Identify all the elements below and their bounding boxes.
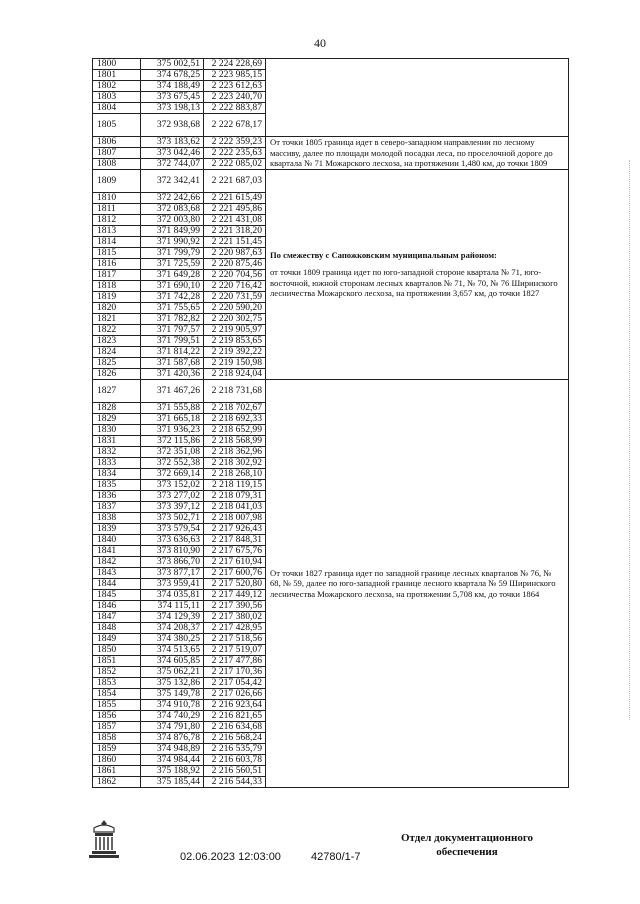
x-coordinate: 371 690,10	[141, 281, 204, 292]
point-number: 1826	[93, 369, 141, 380]
y-coordinate: 2 224 228,69	[204, 59, 266, 70]
y-coordinate: 2 219 853,65	[204, 336, 266, 347]
point-number: 1851	[93, 656, 141, 667]
x-coordinate: 371 742,28	[141, 292, 204, 303]
y-coordinate: 2 222 235,63	[204, 148, 266, 159]
point-number: 1862	[93, 777, 141, 788]
point-number: 1859	[93, 744, 141, 755]
description-text: от точки 1809 граница идет по юго-западной стороне квартала № 71, юго-восточной, южной сторонам лесных кварталов № 71, № 70, № 76 Ширинского лесничества Можарского лесхоза, на протяжении 3,657 км, до точки 1827	[270, 266, 558, 299]
footer-department-line1: Отдел документационного	[400, 832, 534, 844]
point-number: 1813	[93, 226, 141, 237]
x-coordinate: 371 755,65	[141, 303, 204, 314]
point-number: 1815	[93, 248, 141, 259]
y-coordinate: 2 216 560,51	[204, 766, 266, 777]
y-coordinate: 2 218 731,68	[204, 380, 266, 403]
x-coordinate: 374 948,89	[141, 744, 204, 755]
point-number: 1857	[93, 722, 141, 733]
point-number: 1801	[93, 70, 141, 81]
y-coordinate: 2 218 568,99	[204, 436, 266, 447]
x-coordinate: 371 665,18	[141, 414, 204, 425]
point-number: 1830	[93, 425, 141, 436]
x-coordinate: 375 132,86	[141, 678, 204, 689]
x-coordinate: 372 552,38	[141, 458, 204, 469]
point-number: 1850	[93, 645, 141, 656]
point-number: 1824	[93, 347, 141, 358]
x-coordinate: 371 797,57	[141, 325, 204, 336]
y-coordinate: 2 218 302,92	[204, 458, 266, 469]
point-number: 1834	[93, 469, 141, 480]
x-coordinate: 371 782,82	[141, 314, 204, 325]
x-coordinate: 372 351,08	[141, 447, 204, 458]
y-coordinate: 2 221 318,20	[204, 226, 266, 237]
y-coordinate: 2 223 612,63	[204, 81, 266, 92]
y-coordinate: 2 218 362,96	[204, 447, 266, 458]
x-coordinate: 374 678,25	[141, 70, 204, 81]
description-text: От точки 1827 граница идет по западной границе лесных кварталов № 76, № 68, № 59, далее по юго-западной границе лесного квартала № 59 Ширинского лесничества Можарского лесхоза, на протяжении 5,708 км, до точки 1864	[270, 567, 556, 599]
footer-datetime: 02.06.2023 12:03:00	[180, 851, 281, 863]
y-coordinate: 2 216 544,33	[204, 777, 266, 788]
point-number: 1829	[93, 414, 141, 425]
point-number: 1836	[93, 491, 141, 502]
x-coordinate: 373 959,41	[141, 579, 204, 590]
y-coordinate: 2 217 449,12	[204, 590, 266, 601]
point-number: 1818	[93, 281, 141, 292]
x-coordinate: 374 791,80	[141, 722, 204, 733]
x-coordinate: 374 513,65	[141, 645, 204, 656]
y-coordinate: 2 217 026,66	[204, 689, 266, 700]
point-number: 1858	[93, 733, 141, 744]
x-coordinate: 371 990,92	[141, 237, 204, 248]
x-coordinate: 372 342,41	[141, 170, 204, 193]
margin-mark	[629, 160, 634, 720]
point-number: 1861	[93, 766, 141, 777]
point-number: 1860	[93, 755, 141, 766]
y-coordinate: 2 220 875,46	[204, 259, 266, 270]
x-coordinate: 375 062,21	[141, 667, 204, 678]
point-number: 1855	[93, 700, 141, 711]
y-coordinate: 2 222 883,87	[204, 103, 266, 114]
point-number: 1854	[93, 689, 141, 700]
x-coordinate: 372 115,86	[141, 436, 204, 447]
x-coordinate: 374 115,11	[141, 601, 204, 612]
point-number: 1833	[93, 458, 141, 469]
x-coordinate: 372 083,68	[141, 204, 204, 215]
y-coordinate: 2 217 054,42	[204, 678, 266, 689]
y-coordinate: 2 222 359,23	[204, 137, 266, 148]
x-coordinate: 371 799,51	[141, 336, 204, 347]
point-number: 1814	[93, 237, 141, 248]
x-coordinate: 375 149,78	[141, 689, 204, 700]
x-coordinate: 373 277,02	[141, 491, 204, 502]
y-coordinate: 2 222 085,02	[204, 159, 266, 170]
y-coordinate: 2 219 392,22	[204, 347, 266, 358]
point-number: 1809	[93, 170, 141, 193]
point-number: 1823	[93, 336, 141, 347]
y-coordinate: 2 218 079,31	[204, 491, 266, 502]
boundary-description	[266, 380, 569, 788]
point-number: 1841	[93, 546, 141, 557]
y-coordinate: 2 218 007,98	[204, 513, 266, 524]
point-number: 1817	[93, 270, 141, 281]
x-coordinate: 371 814,22	[141, 347, 204, 358]
y-coordinate: 2 221 431,08	[204, 215, 266, 226]
y-coordinate: 2 216 603,78	[204, 755, 266, 766]
y-coordinate: 2 223 985,15	[204, 70, 266, 81]
x-coordinate: 373 502,71	[141, 513, 204, 524]
y-coordinate: 2 221 151,45	[204, 237, 266, 248]
x-coordinate: 371 555,88	[141, 403, 204, 414]
point-number: 1804	[93, 103, 141, 114]
y-coordinate: 2 217 477,86	[204, 656, 266, 667]
point-number: 1844	[93, 579, 141, 590]
footer-doc-number: 42780/1-7	[311, 851, 361, 863]
x-coordinate: 373 675,45	[141, 92, 204, 103]
point-number: 1837	[93, 502, 141, 513]
x-coordinate: 373 810,90	[141, 546, 204, 557]
point-number: 1831	[93, 436, 141, 447]
y-coordinate: 2 216 568,24	[204, 733, 266, 744]
y-coordinate: 2 216 634,68	[204, 722, 266, 733]
y-coordinate: 2 220 716,42	[204, 281, 266, 292]
y-coordinate: 2 223 240,70	[204, 92, 266, 103]
x-coordinate: 373 042,46	[141, 148, 204, 159]
x-coordinate: 373 152,02	[141, 480, 204, 491]
y-coordinate: 2 217 170,36	[204, 667, 266, 678]
point-number: 1825	[93, 358, 141, 369]
y-coordinate: 2 218 924,04	[204, 369, 266, 380]
footer-department	[392, 831, 542, 859]
x-coordinate: 375 188,92	[141, 766, 204, 777]
y-coordinate: 2 219 905,97	[204, 325, 266, 336]
y-coordinate: 2 219 150,98	[204, 358, 266, 369]
y-coordinate: 2 217 520,80	[204, 579, 266, 590]
emblem-icon	[86, 818, 122, 860]
point-number: 1811	[93, 204, 141, 215]
x-coordinate: 373 397,12	[141, 502, 204, 513]
x-coordinate: 374 380,25	[141, 634, 204, 645]
point-number: 1828	[93, 403, 141, 414]
y-coordinate: 2 216 535,79	[204, 744, 266, 755]
y-coordinate: 2 217 675,76	[204, 546, 266, 557]
point-number: 1808	[93, 159, 141, 170]
y-coordinate: 2 218 702,67	[204, 403, 266, 414]
x-coordinate: 374 605,85	[141, 656, 204, 667]
y-coordinate: 2 220 731,59	[204, 292, 266, 303]
point-number: 1839	[93, 524, 141, 535]
x-coordinate: 374 129,39	[141, 612, 204, 623]
x-coordinate: 373 198,13	[141, 103, 204, 114]
y-coordinate: 2 220 987,63	[204, 248, 266, 259]
x-coordinate: 375 002,51	[141, 59, 204, 70]
boundary-description	[266, 59, 569, 137]
y-coordinate: 2 218 119,15	[204, 480, 266, 491]
x-coordinate: 371 725,59	[141, 259, 204, 270]
x-coordinate: 375 185,44	[141, 777, 204, 788]
x-coordinate: 371 420,36	[141, 369, 204, 380]
x-coordinate: 372 003,80	[141, 215, 204, 226]
point-number: 1835	[93, 480, 141, 491]
point-number: 1820	[93, 303, 141, 314]
y-coordinate: 2 217 380,02	[204, 612, 266, 623]
y-coordinate: 2 217 600,76	[204, 568, 266, 579]
x-coordinate: 371 467,26	[141, 380, 204, 403]
y-coordinate: 2 220 590,20	[204, 303, 266, 314]
point-number: 1802	[93, 81, 141, 92]
point-number: 1838	[93, 513, 141, 524]
point-number: 1827	[93, 380, 141, 403]
point-number: 1840	[93, 535, 141, 546]
point-number: 1819	[93, 292, 141, 303]
y-coordinate: 2 221 615,49	[204, 193, 266, 204]
coordinates-table	[92, 58, 569, 788]
y-coordinate: 2 217 390,56	[204, 601, 266, 612]
x-coordinate: 373 183,62	[141, 137, 204, 148]
x-coordinate: 374 740,29	[141, 711, 204, 722]
x-coordinate: 372 744,07	[141, 159, 204, 170]
x-coordinate: 372 938,68	[141, 114, 204, 137]
y-coordinate: 2 217 848,31	[204, 535, 266, 546]
table-row	[93, 137, 569, 148]
point-number: 1846	[93, 601, 141, 612]
point-number: 1805	[93, 114, 141, 137]
x-coordinate: 371 587,68	[141, 358, 204, 369]
x-coordinate: 373 866,70	[141, 557, 204, 568]
point-number: 1853	[93, 678, 141, 689]
point-number: 1821	[93, 314, 141, 325]
y-coordinate: 2 217 518,56	[204, 634, 266, 645]
x-coordinate: 374 188,49	[141, 81, 204, 92]
description-text: От точки 1805 граница идет в северо-западном направлении по лесному массиву, далее по площади молодой посадки леса, по проселочной дороге до квартала № 71 Можарского лесхоза, на протяжении 1,480 км, до точки 1809	[270, 137, 553, 169]
x-coordinate: 371 936,23	[141, 425, 204, 436]
point-number: 1849	[93, 634, 141, 645]
x-coordinate: 373 636,63	[141, 535, 204, 546]
x-coordinate: 372 242,66	[141, 193, 204, 204]
x-coordinate: 372 669,14	[141, 469, 204, 480]
y-coordinate: 2 217 610,94	[204, 557, 266, 568]
y-coordinate: 2 220 302,75	[204, 314, 266, 325]
y-coordinate: 2 217 926,43	[204, 524, 266, 535]
point-number: 1800	[93, 59, 141, 70]
point-number: 1845	[93, 590, 141, 601]
x-coordinate: 371 799,79	[141, 248, 204, 259]
point-number: 1806	[93, 137, 141, 148]
y-coordinate: 2 222 678,17	[204, 114, 266, 137]
y-coordinate: 2 218 652,99	[204, 425, 266, 436]
description-heading: По смежеству с Сапожковским муниципальным районом:	[270, 250, 497, 261]
footer-department-line2: обеспечения	[436, 846, 498, 858]
y-coordinate: 2 217 519,07	[204, 645, 266, 656]
y-coordinate: 2 218 692,33	[204, 414, 266, 425]
y-coordinate: 2 220 704,56	[204, 270, 266, 281]
x-coordinate: 374 910,78	[141, 700, 204, 711]
table-row	[93, 380, 569, 403]
table-row	[93, 59, 569, 70]
point-number: 1812	[93, 215, 141, 226]
y-coordinate: 2 218 268,10	[204, 469, 266, 480]
boundary-description	[266, 170, 569, 380]
x-coordinate: 371 649,28	[141, 270, 204, 281]
point-number: 1852	[93, 667, 141, 678]
point-number: 1832	[93, 447, 141, 458]
boundary-description	[266, 137, 569, 170]
point-number: 1803	[93, 92, 141, 103]
y-coordinate: 2 221 495,86	[204, 204, 266, 215]
x-coordinate: 374 984,44	[141, 755, 204, 766]
y-coordinate: 2 216 923,64	[204, 700, 266, 711]
page-number: 40	[314, 36, 326, 50]
point-number: 1807	[93, 148, 141, 159]
x-coordinate: 374 876,78	[141, 733, 204, 744]
point-number: 1856	[93, 711, 141, 722]
y-coordinate: 2 221 687,03	[204, 170, 266, 193]
point-number: 1816	[93, 259, 141, 270]
point-number: 1843	[93, 568, 141, 579]
point-number: 1822	[93, 325, 141, 336]
x-coordinate: 371 849,99	[141, 226, 204, 237]
point-number: 1842	[93, 557, 141, 568]
x-coordinate: 373 877,17	[141, 568, 204, 579]
point-number: 1848	[93, 623, 141, 634]
y-coordinate: 2 217 428,95	[204, 623, 266, 634]
y-coordinate: 2 218 041,03	[204, 502, 266, 513]
table-row	[93, 170, 569, 193]
y-coordinate: 2 216 821,65	[204, 711, 266, 722]
x-coordinate: 373 579,54	[141, 524, 204, 535]
x-coordinate: 374 035,81	[141, 590, 204, 601]
x-coordinate: 374 208,37	[141, 623, 204, 634]
point-number: 1847	[93, 612, 141, 623]
point-number: 1810	[93, 193, 141, 204]
